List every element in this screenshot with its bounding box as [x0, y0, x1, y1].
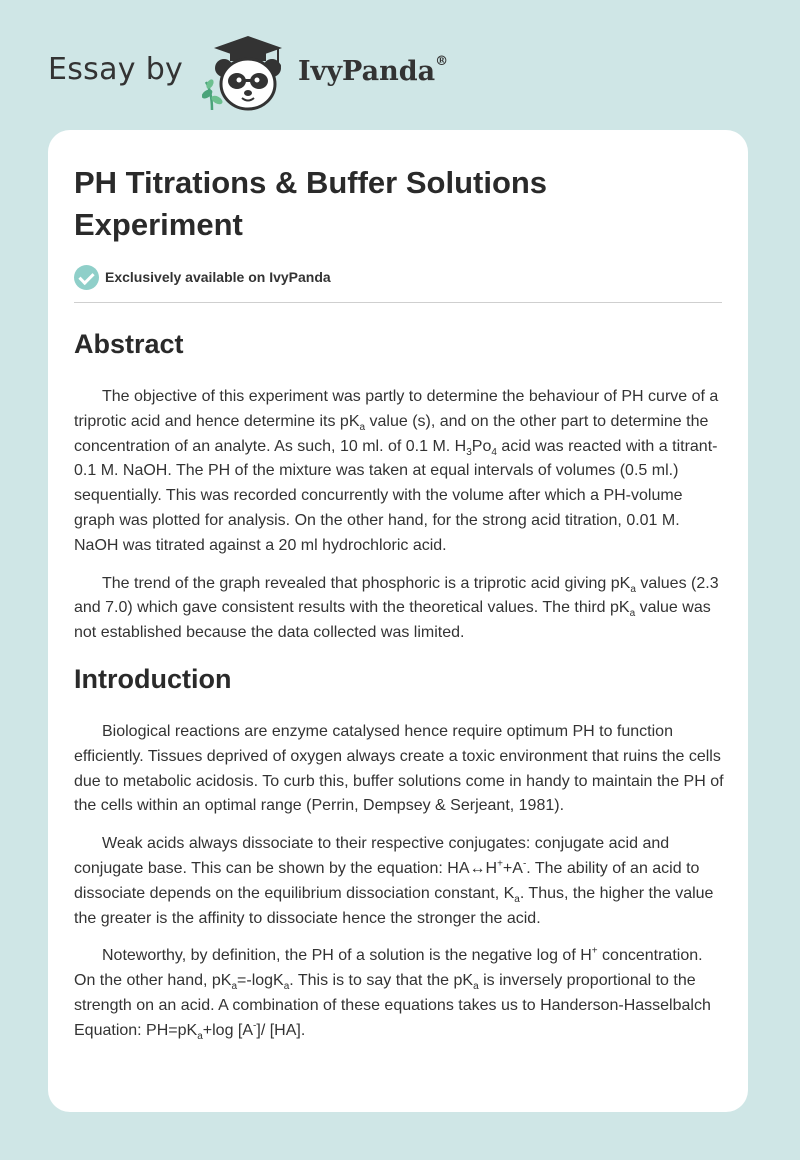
- exclusive-badge: [74, 264, 331, 290]
- article-body: [74, 324, 724, 1044]
- article-card: [48, 130, 748, 1112]
- brand-name: IvyPanda®: [298, 54, 449, 87]
- section-heading-introduction: Introduction: [74, 663, 232, 694]
- paragraph: The objective of this experiment was partly to determine the behaviour of PH curve of a triprotic acid and hence determine its $pK_a$ value (s), and on the other part to determine the concentration of an analyte. As such, 10 ml. of 0.1 M. $H_3Po_4$ acid was reacted with a titrant- 0.1 M. NaOH. The PH of the mixture was taken at equal intervals of volumes (0.5 ml.) sequentially. This was recorded concurrently with the volume after which a PH-volume graph was plotted for analysis. On the other hand, for the strong acid titration, 0.01 M. NaOH was titrated against a 20 ml hydrochloric acid.: [74, 388, 719, 554]
- brand-header: [48, 34, 508, 114]
- brand-prefix: Essay by: [48, 52, 184, 87]
- check-circle-icon: [74, 265, 99, 290]
- paragraph: Noteworthy, by definition, the PH of a solution is the negative log of H+ concentration. On the other hand, $pK_a=-\log K_a$. This is to say that the $pK_a$ is inversely proportional to the strength on an acid. A combination of these equations takes us to Handerson-Hasselbalch Equation: $PH=pK_a+\log$ [A-]/ [HA].: [74, 946, 711, 1042]
- paragraph: The trend of the graph revealed that phosphoric is a triprotic acid giving $pK_a$ values (2.3 and 7.0) which gave consistent results with the theoretical values. The third $pK_a$ value was not established because the data collected was limited.: [74, 574, 719, 642]
- paragraph: Biological reactions are enzyme catalysed hence require optimum PH to function efficiently. Tissues deprived of oxygen always create a toxic environment that ruins the cells due to metabolic acidosis. To curb this, buffer solutions come in handy to maintain the PH of the cells within an optimal range (Perrin, Dempsey & Serjeant, 1981).: [74, 722, 724, 815]
- section-heading-abstract: Abstract: [74, 329, 184, 359]
- page-title: PH Titrations & Buffer Solutions Experiment: [74, 165, 548, 242]
- divider: [74, 302, 722, 303]
- badge-label: Exclusively available on IvyPanda: [105, 269, 331, 285]
- paragraph: Weak acids always dissociate to their respective conjugates: conjugate acid and conjugate base. This can be shown by the equation: HA↔H++A-. The ability of an acid to dissociate depends on the equilibrium dissociation constant, $K_a$. Thus, the higher the value the greater is the affinity to dissociate hence the stronger the acid.: [74, 835, 714, 927]
- panda-logo-icon: [202, 34, 292, 112]
